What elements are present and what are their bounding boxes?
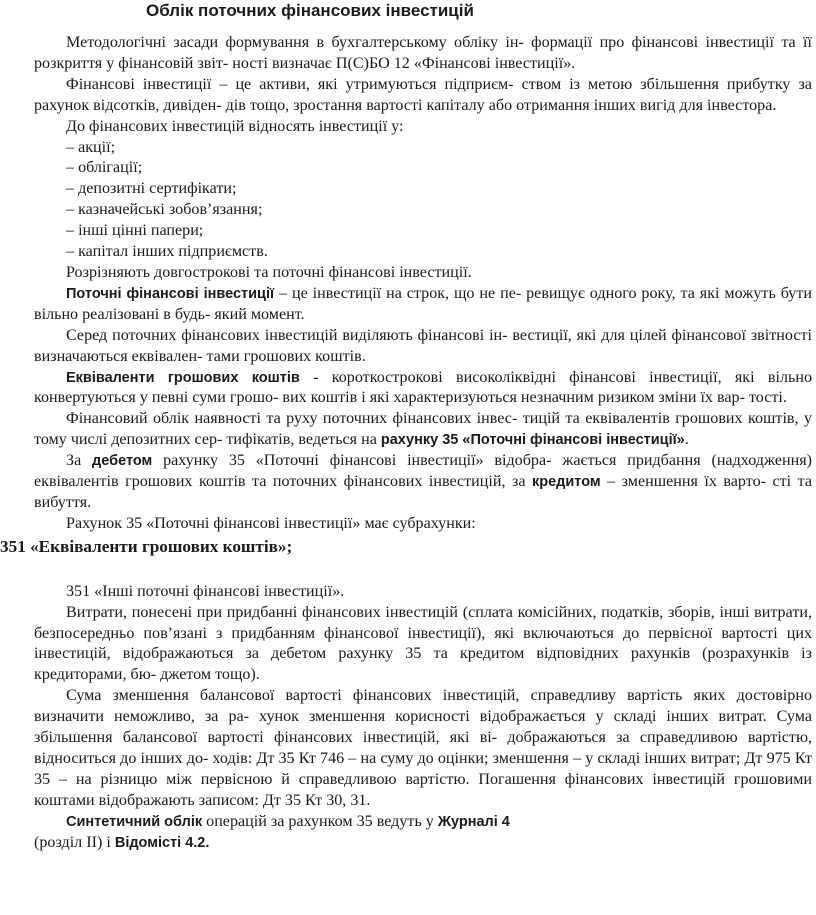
paragraph-acquisition-costs: Витрати, понесені при придбанні фінансових інвестицій (сплата комісійних, податків, зборів, інші витрати, безпосередньо пов’язані з придбанням фінансової інвестиції), які включаються до первісної вартості цих інвестицій, відображаються за дебетом рахунку 35 та кредитом відповідних рахунків (розрахунків із кредиторами, бю- джетом тощо). [34, 603, 812, 684]
paragraph-types: Розрізняють довгострокові та поточні фінансові інвестиції. [66, 263, 472, 281]
term-credit: кредитом [532, 474, 601, 491]
term-cash-equivalents: Еквіваленти грошових коштів [66, 369, 300, 386]
list-item: – депозитні сертифікати; [66, 180, 237, 198]
subaccount-351-text: 351 «Еквіваленти грошових коштів»; [0, 536, 293, 556]
paragraph-account-35 [34, 409, 812, 451]
paragraph-valuation: Сума зменшення балансової вартості фінансових інвестицій, справедливу вартість яких достовірно визначити неможливо, за ра- хунок зменшення корисності відображається у складі інших витрат. Сума збільшення балансової вартості фінансових інвестицій, які ві- дображаються за справедливою вартістю, відноситься до інших до- ходів: Дт 35 Кт 746 – на суму до оцінки; зменшення – у складі інших витрат; Дт 975 Кт 35 – на різницю між первісною й справедливою вартістю. Погашення фінансових інвестицій грошовими коштами відображають записом: Дт 35 Кт 30, 31. [34, 687, 812, 809]
statement-4-2: Відомісті 4.2. [114, 834, 210, 851]
spacer [0, 557, 812, 582]
term-synthetic-accounting: Синтетичний облік [66, 813, 203, 830]
list-item: – інші цінні папери; [66, 222, 204, 240]
paragraph-current-investments [34, 284, 812, 326]
page-title: Облік поточних фінансових інвестицій [146, 1, 474, 20]
paragraph-synthetic-accounting [34, 812, 812, 833]
paragraph-cash-equivalents-intro: Серед поточних фінансових інвестицій виділяють фінансові ін- вестиції, які для цілей фінансової звітності визначаються еквівален- тами грошових коштів. [34, 326, 812, 365]
subaccount-351 [0, 536, 812, 557]
account-35-name: рахунку 35 «Поточні фінансові інвестиції» [380, 432, 685, 449]
term-current-investments: Поточні фінансові інвестиції [66, 285, 275, 302]
cash-equivalents-definition: - короткострокові високоліквідні фінансові інвестиції, які вільно конвертуються у певні суми грошо- вих коштів і які характеризуються незначним ризиком зміни їх вар- тості. [34, 368, 812, 407]
paragraph-debit-credit [34, 451, 812, 514]
document-body [0, 33, 812, 854]
account-35-end: . [684, 431, 689, 449]
list-item: – облігації; [66, 159, 143, 177]
subaccount-352: 351 «Інші поточні фінансові інвестиції». [66, 582, 345, 600]
debit-credit-middle: рахунку 35 «Поточні фінансові інвестиції» відобра- жається придбання (надходження) еквівалентів грошових коштів та поточних фінансових інвестицій, за [34, 452, 813, 491]
investment-types-list [0, 138, 812, 263]
term-debit: дебетом [92, 453, 153, 470]
paragraph-list-intro: До фінансових інвестицій відносять інвестиції у: [66, 117, 404, 135]
account-35-text: Фінансовий облік наявності та руху поточних фінансових інвес- тицій та еквівалентів грошових коштів, у тому числі депозитних сер- тифікатів, ведеться на [34, 410, 812, 449]
journal-4: Журналі 4 [437, 813, 510, 830]
debit-credit-start: За [66, 452, 93, 470]
paragraph-cash-equivalents [34, 368, 812, 410]
current-investments-definition: – це інвестиції на строк, що не пе- ревищує одного року, та які можуть бути вільно реалізовані в будь- який момент. [34, 284, 813, 323]
paragraph-subaccounts: Рахунок 35 «Поточні фінансові інвестиції» має субрахунки: [66, 514, 476, 532]
synthetic-accounting-line2 [34, 833, 812, 854]
list-item: – казначейські зобов’язання; [66, 201, 263, 219]
synthetic-accounting-text: операцій за рахунком 35 ведуть у [202, 812, 438, 830]
list-item: – акції; [66, 138, 116, 156]
debit-credit-end: – зменшення їх варто- сті та вибуття. [34, 473, 812, 511]
list-item: – капітал інших підприємств. [66, 243, 268, 261]
section-ref: (розділ II) і [34, 833, 115, 851]
paragraph-definition: Фінансові інвестиції – це активи, які утримуються підприєм- ством із метою збільшення прибутку за рахунок відсотків, дивіден- дів тощо, зростання вартості капіталу або отримання інших вигід для інвестора. [34, 75, 812, 114]
paragraph-methodology: Методологічні засади формування в бухгалтерському обліку ін- формації про фінансові інвестиції та її розкриття у фінансовій звіт- ності визначає П(С)БО 12 «Фінансові інвестиції». [34, 34, 812, 72]
